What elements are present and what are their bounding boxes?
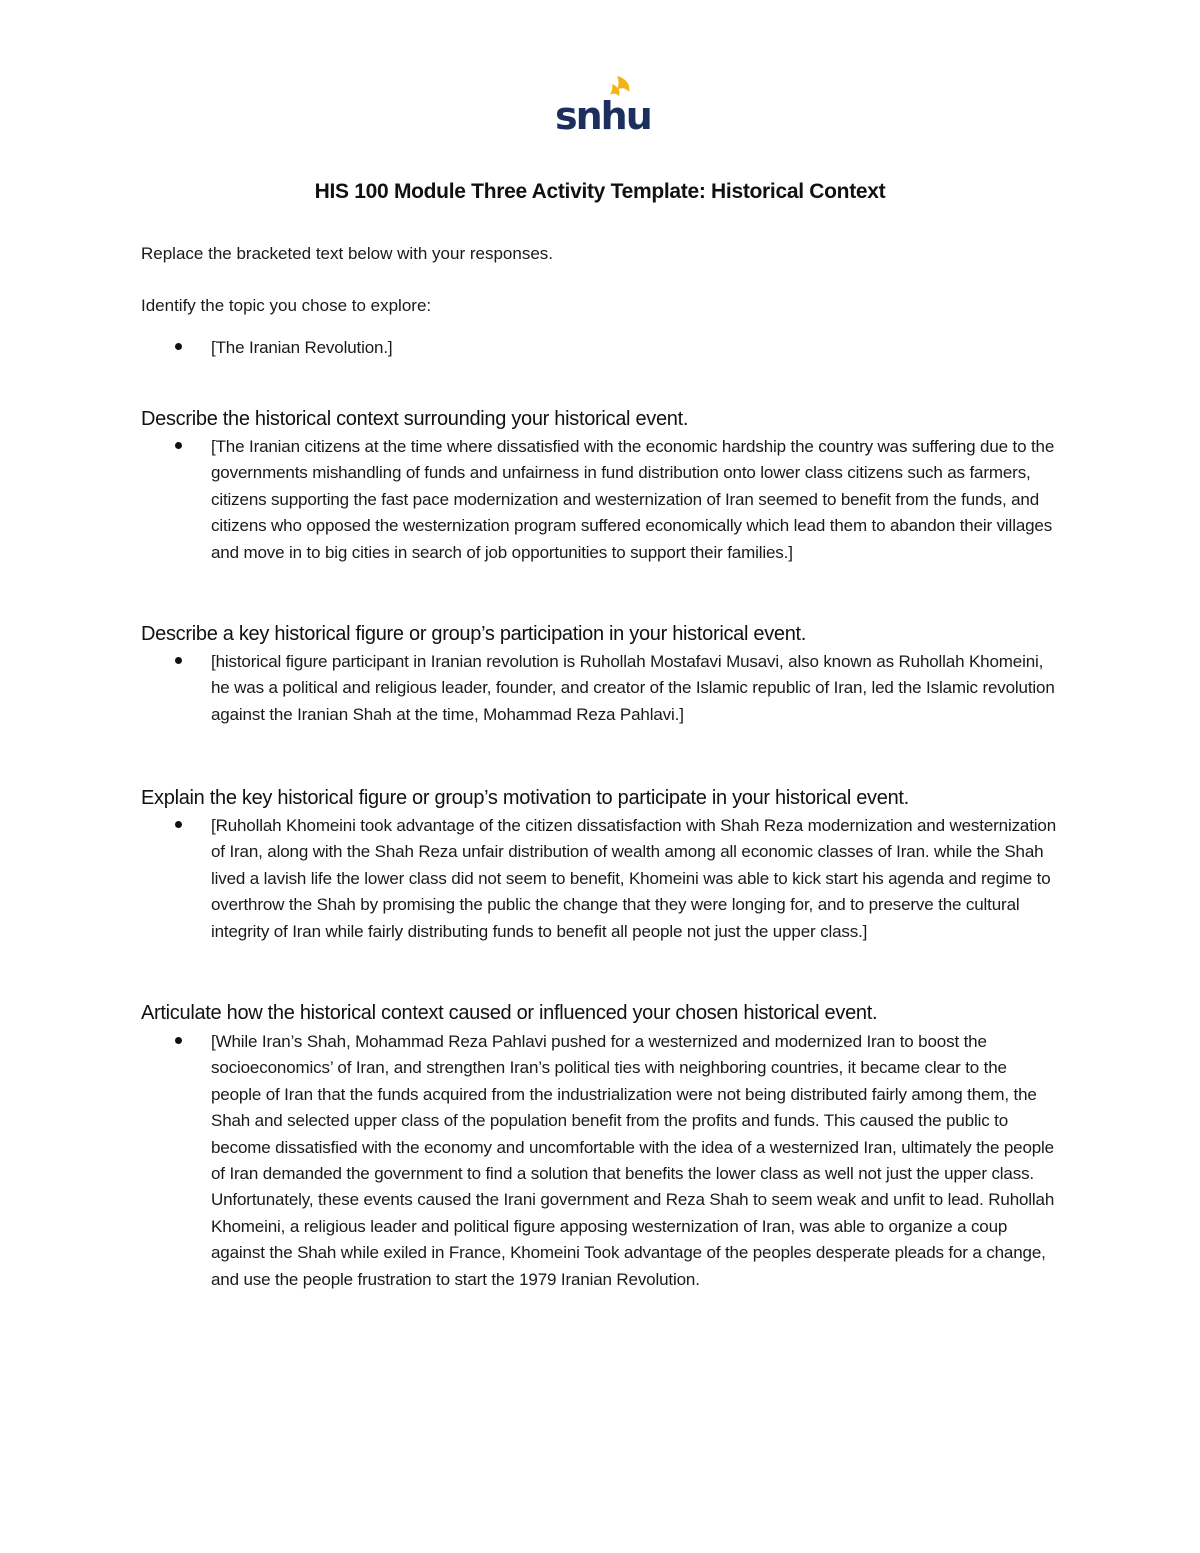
section-answer-motivation: [Ruhollah Khomeini took advantage of the citizen dissatisfaction with Shah Reza modernization and westernization of Iran, along with the Shah Reza unfair distribution of wealth among all economic classes of Iran. while the Shah lived a lavish life the lower class did not seem to benefit, Khomeini was able to kick start his agenda and regime to overthrow the Shah by promising the public the change that they were longing for, and to preserve the cultural integrity of Iran while fairly distributing funds to benefit all people not just the upper class.] (211, 816, 1057, 941)
section-heading-context: Describe the historical context surrounding your historical event. (141, 408, 689, 430)
section-answer-context: [The Iranian citizens at the time where dissatisfied with the economic hardship the country was suffering due to the governments mishandling of funds and unfairness in fund distribution onto lower class citizens such as farmers, citizens supporting the fast pace modernization and westernization of Iran seemed to benefit from the funds, and citizens who opposed the westernization program suffered economically which lead them to abandon their villages and move in to big cities in search of job opportunities to support their families.] (211, 437, 1055, 562)
section-heading-motivation: Explain the key historical figure or group’s motivation to participate in your historical event. (141, 787, 909, 809)
bullet-icon (175, 1037, 182, 1044)
bullet-icon (175, 442, 182, 449)
topic-prompt: Identify the topic you chose to explore: (141, 296, 432, 315)
snhu-logo (555, 74, 651, 138)
section-answer-influence: [While Iran’s Shah, Mohammad Reza Pahlavi pushed for a westernized and modernized Iran to boost the socioeconomics’ of Iran, and strengthen Iran’s political ties with neighboring countries, it became clear to the people of Iran that the funds acquired from the industrialization were not being distributed fairly among them, the Shah and selected upper class of the population benefit from the profits and funds. This caused the public to become dissatisfied with the economy and uncomfortable with the idea of a westernized Iran, ultimately the people of Iran demanded the government to find a solution that benefits the lower class as well not just the upper class. Unfortunately, these events caused the Irani government and Reza Shah to seem weak and unfit to lead. Ruhollah Khomeini, a religious leader and political figure apposing westernization of Iran, was able to organize a coup against the Shah while exiled in France, Khomeini Took advantage of the peoples desperate pleads for a change, and use the people frustration to start the 1979 Iranian Revolution. (211, 1032, 1055, 1289)
bullet-icon (175, 657, 182, 664)
section-answer-figure: [historical figure participant in Iranian revolution is Ruhollah Mostafavi Musavi, also known as Ruhollah Khomeini, he was a political and religious leader, founder, and creator of the Islamic republic of Iran, led the Islamic revolution against the Iranian Shah at the time, Mohammad Reza Pahlavi.] (211, 652, 1055, 724)
bullet-icon (175, 343, 182, 350)
logo-text: snhu (555, 94, 651, 138)
bullet-icon (175, 821, 182, 828)
section-heading-figure: Describe a key historical figure or group’s participation in your historical event. (141, 623, 807, 645)
document-title: HIS 100 Module Three Activity Template: Historical Context (314, 180, 886, 203)
instructions-text: Replace the bracketed text below with your responses. (141, 244, 554, 263)
topic-answer: [The Iranian Revolution.] (211, 338, 393, 357)
section-heading-influence: Articulate how the historical context caused or influenced your chosen historical event. (141, 1002, 878, 1024)
